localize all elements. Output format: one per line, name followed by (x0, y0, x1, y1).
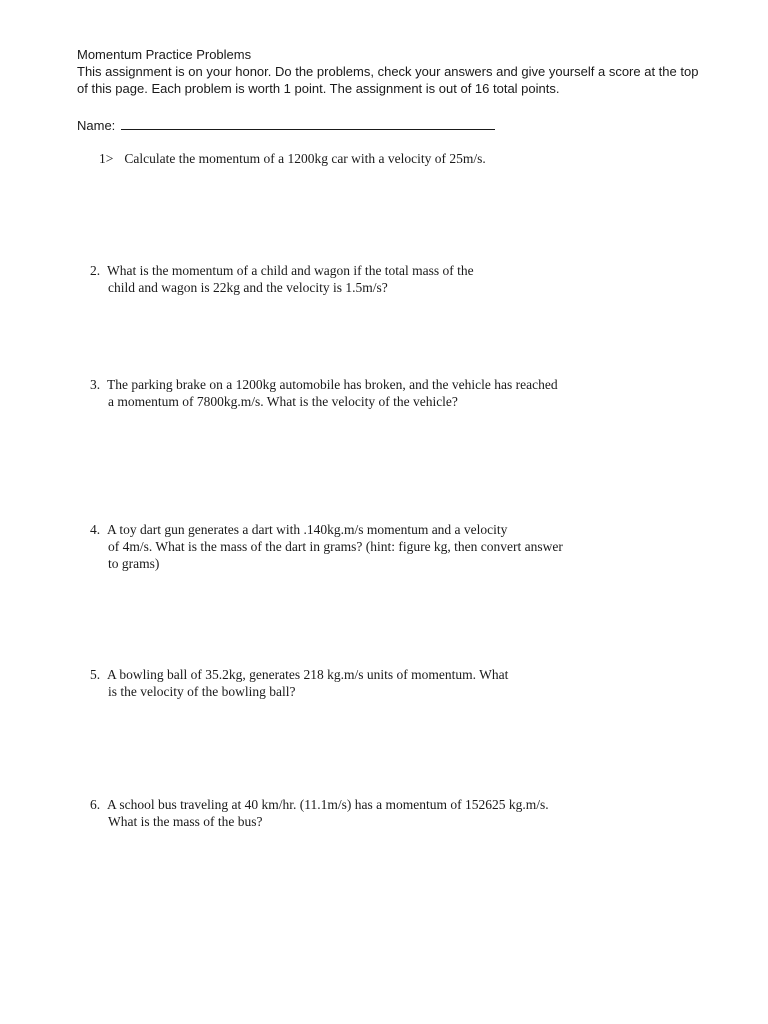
problem-text-line: a momentum of 7800kg.m/s. What is the velocity of the vehicle? (108, 394, 458, 409)
worksheet-title: Momentum Practice Problems (77, 47, 252, 62)
problem-1 (99, 150, 486, 167)
name-field (77, 117, 495, 134)
problem-number: 4. (90, 522, 101, 537)
problem-text-line: What is the momentum of a child and wagon if the total mass of the (107, 263, 474, 278)
problem-text-line: is the velocity of the bowling ball? (108, 684, 296, 699)
problem-3 (90, 376, 558, 410)
problem-text-line: child and wagon is 22kg and the velocity is 1.5m/s? (108, 280, 388, 295)
problem-number: 2. (90, 263, 101, 278)
problem-number: 6. (90, 797, 101, 812)
problem-text-line: A bowling ball of 35.2kg, generates 218 kg.m/s units of momentum. What (107, 667, 509, 682)
worksheet-header (77, 46, 717, 97)
problem-text-line: A toy dart gun generates a dart with .140kg.m/s momentum and a velocity (107, 522, 508, 537)
problem-6 (90, 796, 549, 830)
problem-text-line: to grams) (108, 556, 160, 571)
instructions-line-1: This assignment is on your honor. Do the problems, check your answers and give yourself a score at the top (77, 64, 699, 79)
problem-number: 1> (99, 151, 114, 166)
name-label: Name: (77, 118, 119, 133)
problem-2 (90, 262, 474, 296)
problem-5 (90, 666, 508, 700)
problem-number: 3. (90, 377, 101, 392)
problem-text-line: of 4m/s. What is the mass of the dart in grams? (hint: figure kg, then convert answer (108, 539, 563, 554)
problem-4 (90, 521, 563, 572)
instructions-line-2: of this page. Each problem is worth 1 point. The assignment is out of 16 total points. (77, 81, 560, 96)
problem-text-line: Calculate the momentum of a 1200kg car with a velocity of 25m/s. (124, 151, 486, 166)
name-blank-line (121, 117, 495, 130)
problem-text-line: A school bus traveling at 40 km/hr. (11.1m/s) has a momentum of 152625 kg.m/s. (107, 797, 549, 812)
problem-text-line: What is the mass of the bus? (108, 814, 263, 829)
problem-number: 5. (90, 667, 101, 682)
problem-text-line: The parking brake on a 1200kg automobile has broken, and the vehicle has reached (107, 377, 558, 392)
